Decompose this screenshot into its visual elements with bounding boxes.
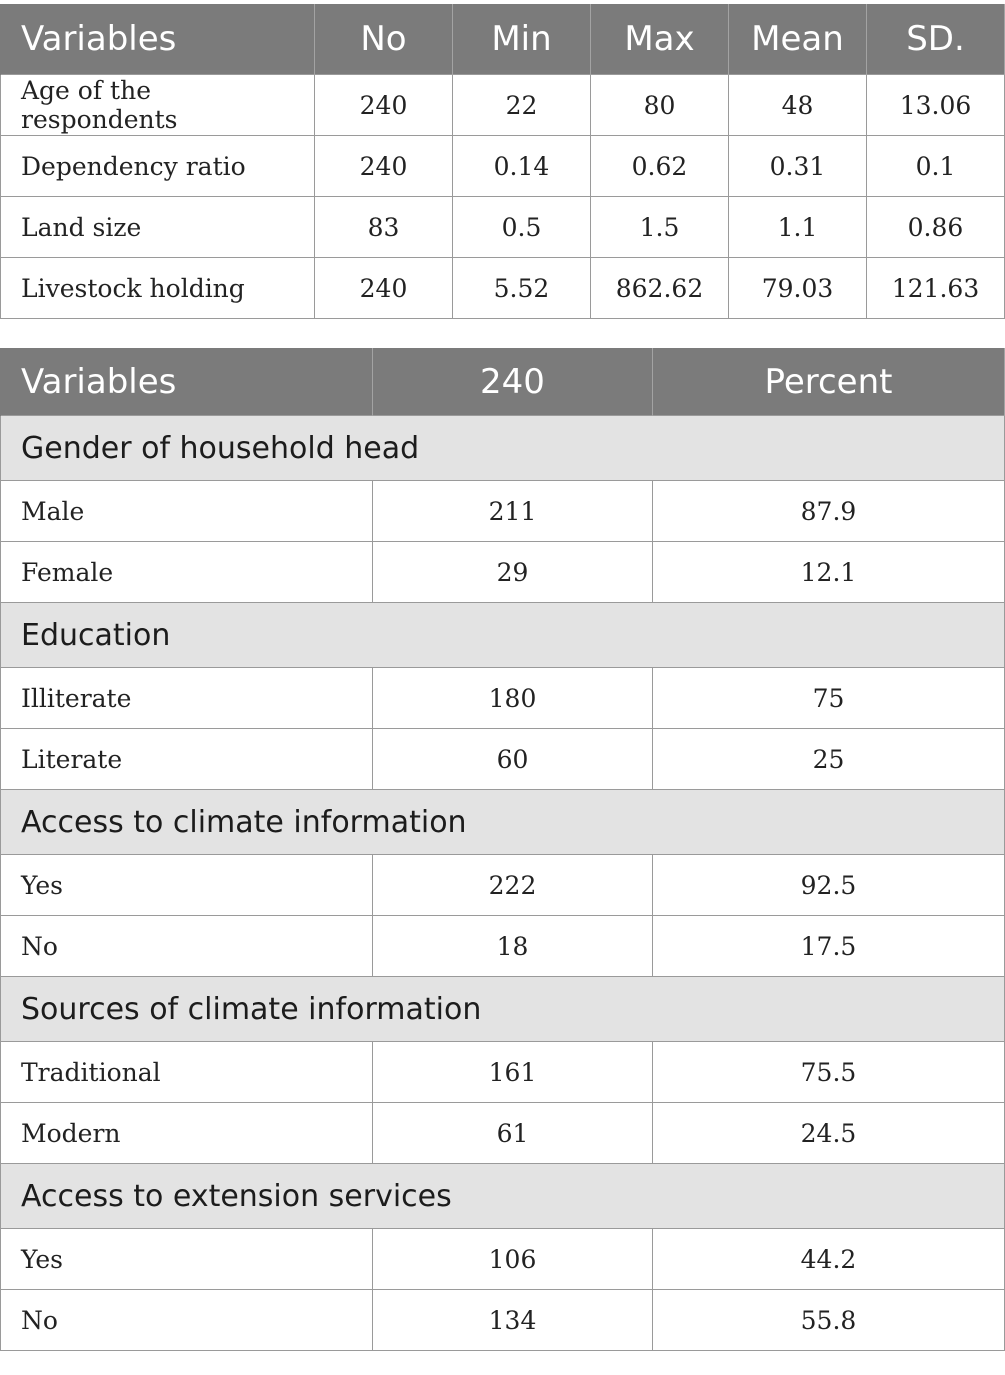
cell-no: 240 xyxy=(315,136,453,197)
continuous-variables-table xyxy=(0,4,1005,319)
group-title: Gender of household head xyxy=(1,416,1005,481)
table-row xyxy=(1,668,1005,729)
cell-percent: 75 xyxy=(653,668,1005,729)
column-header-mean: Mean xyxy=(729,4,867,75)
cell-count: 222 xyxy=(373,855,653,916)
cell-sd: 13.06 xyxy=(867,75,1005,136)
cell-count: 18 xyxy=(373,916,653,977)
table-row xyxy=(1,1229,1005,1290)
column-header-count: 240 xyxy=(373,348,653,416)
row-label: Land size xyxy=(1,197,315,258)
cell-no: 240 xyxy=(315,75,453,136)
cell-max: 80 xyxy=(591,75,729,136)
group-title: Access to climate information xyxy=(1,790,1005,855)
cell-count: 134 xyxy=(373,1290,653,1351)
row-label: Livestock holding xyxy=(1,258,315,319)
cell-no: 240 xyxy=(315,258,453,319)
group-title: Education xyxy=(1,603,1005,668)
column-header-variables: Variables xyxy=(1,348,373,416)
cell-count: 106 xyxy=(373,1229,653,1290)
cell-mean: 0.31 xyxy=(729,136,867,197)
table-row xyxy=(1,1103,1005,1164)
table-row xyxy=(1,481,1005,542)
cell-percent: 25 xyxy=(653,729,1005,790)
table-header-row xyxy=(1,4,1005,75)
cell-mean: 48 xyxy=(729,75,867,136)
row-label: Age of the respondents xyxy=(1,75,315,136)
group-header-row xyxy=(1,1164,1005,1229)
group-header-row xyxy=(1,416,1005,481)
cell-max: 0.62 xyxy=(591,136,729,197)
row-label: Literate xyxy=(1,729,373,790)
row-label: Male xyxy=(1,481,373,542)
cell-count: 29 xyxy=(373,542,653,603)
column-header-percent: Percent xyxy=(653,348,1005,416)
group-title: Sources of climate information xyxy=(1,977,1005,1042)
cell-percent: 92.5 xyxy=(653,855,1005,916)
cell-count: 61 xyxy=(373,1103,653,1164)
cell-no: 83 xyxy=(315,197,453,258)
cell-sd: 0.86 xyxy=(867,197,1005,258)
row-label: Yes xyxy=(1,855,373,916)
row-label: Traditional xyxy=(1,1042,373,1103)
cell-min: 22 xyxy=(453,75,591,136)
cell-percent: 44.2 xyxy=(653,1229,1005,1290)
cell-percent: 75.5 xyxy=(653,1042,1005,1103)
cell-min: 5.52 xyxy=(453,258,591,319)
group-header-row xyxy=(1,603,1005,668)
table-row xyxy=(1,729,1005,790)
row-label: No xyxy=(1,1290,373,1351)
cell-sd: 121.63 xyxy=(867,258,1005,319)
table-row xyxy=(1,1042,1005,1103)
column-header-min: Min xyxy=(453,4,591,75)
cell-count: 161 xyxy=(373,1042,653,1103)
cell-percent: 12.1 xyxy=(653,542,1005,603)
cell-mean: 1.1 xyxy=(729,197,867,258)
table-row xyxy=(1,136,1005,197)
categorical-variables-table xyxy=(0,348,1005,1351)
row-label: Yes xyxy=(1,1229,373,1290)
table-row xyxy=(1,855,1005,916)
cell-mean: 79.03 xyxy=(729,258,867,319)
table-row xyxy=(1,916,1005,977)
table-row xyxy=(1,75,1005,136)
cell-min: 0.14 xyxy=(453,136,591,197)
cell-percent: 55.8 xyxy=(653,1290,1005,1351)
cell-count: 180 xyxy=(373,668,653,729)
cell-max: 862.62 xyxy=(591,258,729,319)
row-label: Modern xyxy=(1,1103,373,1164)
cell-percent: 17.5 xyxy=(653,916,1005,977)
column-header-variables: Variables xyxy=(1,4,315,75)
row-label: Female xyxy=(1,542,373,603)
row-label: Dependency ratio xyxy=(1,136,315,197)
cell-max: 1.5 xyxy=(591,197,729,258)
cell-count: 211 xyxy=(373,481,653,542)
table-row xyxy=(1,197,1005,258)
cell-percent: 24.5 xyxy=(653,1103,1005,1164)
cell-min: 0.5 xyxy=(453,197,591,258)
group-header-row xyxy=(1,790,1005,855)
table-row xyxy=(1,1290,1005,1351)
group-title: Access to extension services xyxy=(1,1164,1005,1229)
cell-percent: 87.9 xyxy=(653,481,1005,542)
cell-count: 60 xyxy=(373,729,653,790)
table-row xyxy=(1,258,1005,319)
group-header-row xyxy=(1,977,1005,1042)
row-label: No xyxy=(1,916,373,977)
column-header-sd: SD. xyxy=(867,4,1005,75)
row-label: Illiterate xyxy=(1,668,373,729)
table-header-row xyxy=(1,348,1005,416)
cell-sd: 0.1 xyxy=(867,136,1005,197)
column-header-no: No xyxy=(315,4,453,75)
table-row xyxy=(1,542,1005,603)
column-header-max: Max xyxy=(591,4,729,75)
